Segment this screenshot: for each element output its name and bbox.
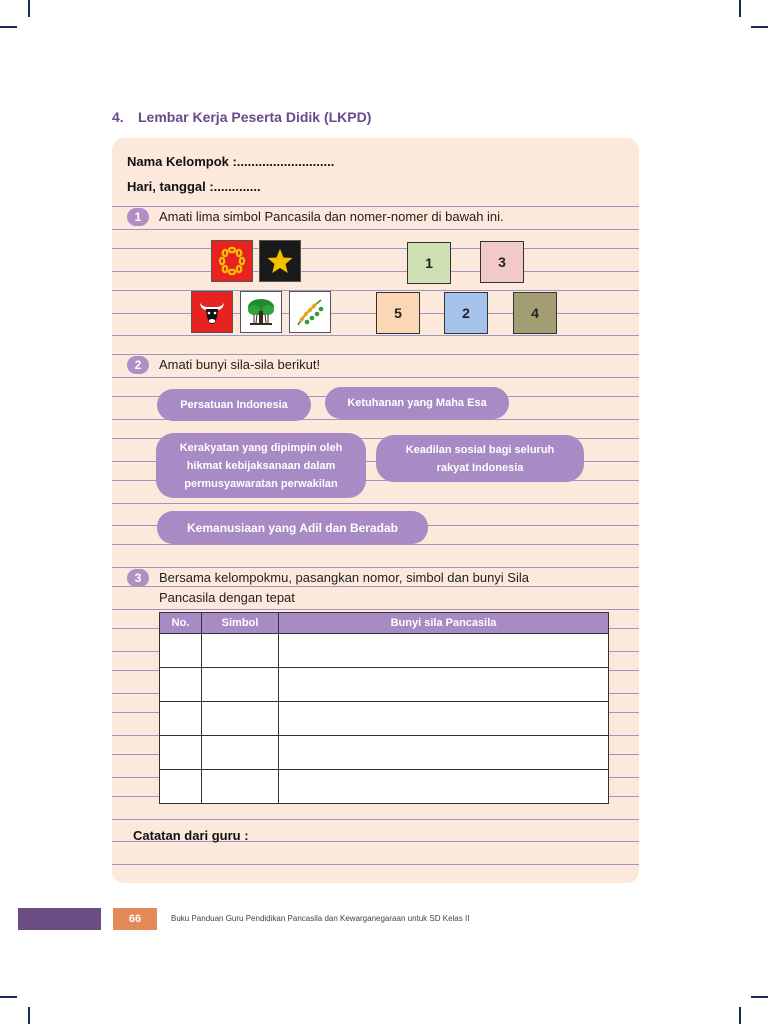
banyan-tree-symbol: [240, 291, 282, 333]
step-instruction: [159, 568, 529, 608]
crop-mark: [0, 26, 17, 28]
section-title: Lembar Kerja Peserta Didik (LKPD): [138, 109, 372, 125]
date-field: Hari, tanggal :.............: [127, 179, 261, 194]
star-icon: [265, 246, 295, 276]
banyan-tree-icon: [245, 296, 277, 328]
table-cell[interactable]: [202, 702, 279, 736]
column-header-no: No.: [160, 613, 202, 634]
bull-head-symbol: [191, 291, 233, 333]
number-box-5: 5: [376, 292, 420, 334]
table-header-row: [160, 613, 609, 634]
rice-cotton-symbol: [289, 291, 331, 333]
ruled-line: [112, 864, 639, 865]
star-symbol: [259, 240, 301, 282]
ruled-line: [112, 229, 639, 230]
book-title: Buku Panduan Guru Pendidikan Pancasila dan Kewarganegaraan untuk SD Kelas II: [171, 914, 470, 923]
section-heading: [112, 109, 371, 125]
step-instruction-line: Pancasila dengan tepat: [159, 590, 295, 605]
crop-mark: [739, 1007, 741, 1024]
bull-head-icon: [196, 296, 228, 328]
answer-table: [159, 612, 609, 804]
table-cell[interactable]: [202, 736, 279, 770]
step-instruction: Amati bunyi sila-sila berikut!: [159, 357, 321, 372]
ruled-line: [112, 335, 639, 336]
table-row: [160, 702, 609, 736]
table-cell[interactable]: [279, 634, 609, 668]
table-cell[interactable]: [160, 668, 202, 702]
number-box-4: 4: [513, 292, 557, 334]
table-cell[interactable]: [279, 770, 609, 804]
sila-pill-persatuan: Persatuan Indonesia: [157, 389, 311, 421]
step-instruction-line: Bersama kelompokmu, pasangkan nomor, simbol dan bunyi Sila: [159, 570, 529, 585]
step-number-badge: 1: [127, 208, 149, 226]
chain-icon: [215, 244, 249, 278]
crop-mark: [28, 0, 30, 17]
column-header-bunyi: Bunyi sila Pancasila: [279, 613, 609, 634]
table-row: [160, 770, 609, 804]
page-number: 66: [113, 908, 157, 930]
ruled-line: [112, 377, 639, 378]
table-cell[interactable]: [279, 736, 609, 770]
ruled-line: [112, 271, 639, 272]
ruled-line: [112, 503, 639, 504]
table-row: [160, 736, 609, 770]
crop-mark: [0, 996, 17, 998]
crop-mark: [739, 0, 741, 17]
step-number-badge: 2: [127, 356, 149, 374]
sila-pill-keadilan: Keadilan sosial bagi seluruh rakyat Indonesia: [376, 435, 584, 482]
chain-symbol: [211, 240, 253, 282]
teacher-note-label: Catatan dari guru :: [133, 828, 249, 843]
table-cell[interactable]: [202, 770, 279, 804]
step-instruction: Amati lima simbol Pancasila dan nomer-nomer di bawah ini.: [159, 209, 504, 224]
table-row: [160, 634, 609, 668]
number-box-1: 1: [407, 242, 451, 284]
ruled-line: [112, 609, 639, 610]
sila-pill-ketuhanan: Ketuhanan yang Maha Esa: [325, 387, 509, 419]
step-2: [127, 356, 320, 375]
number-box-2: 2: [444, 292, 488, 334]
step-1: [127, 208, 504, 227]
step-3: [127, 569, 529, 608]
table-cell[interactable]: [160, 634, 202, 668]
footer-accent-bar: [18, 908, 101, 930]
rice-cotton-icon: [293, 295, 327, 329]
table-cell[interactable]: [202, 634, 279, 668]
group-name-field: Nama Kelompok :...........................: [127, 154, 335, 169]
table-cell[interactable]: [160, 770, 202, 804]
number-box-3: 3: [480, 241, 524, 283]
sila-pill-kemanusiaan: Kemanusiaan yang Adil dan Beradab: [157, 511, 428, 544]
section-number: 4.: [112, 109, 124, 125]
table-cell[interactable]: [279, 668, 609, 702]
table-cell[interactable]: [279, 702, 609, 736]
ruled-line: [112, 819, 639, 820]
table-cell[interactable]: [160, 702, 202, 736]
ruled-line: [112, 248, 639, 249]
crop-mark: [751, 26, 768, 28]
column-header-simbol: Simbol: [202, 613, 279, 634]
table-row: [160, 668, 609, 702]
crop-mark: [751, 996, 768, 998]
step-number-badge: 3: [127, 569, 149, 587]
crop-mark: [28, 1007, 30, 1024]
table-cell[interactable]: [160, 736, 202, 770]
table-cell[interactable]: [202, 668, 279, 702]
ruled-line: [112, 544, 639, 545]
sila-pill-kerakyatan: Kerakyatan yang dipimpin oleh hikmat kebijaksanaan dalam permusyawaratan perwakilan: [156, 433, 366, 498]
